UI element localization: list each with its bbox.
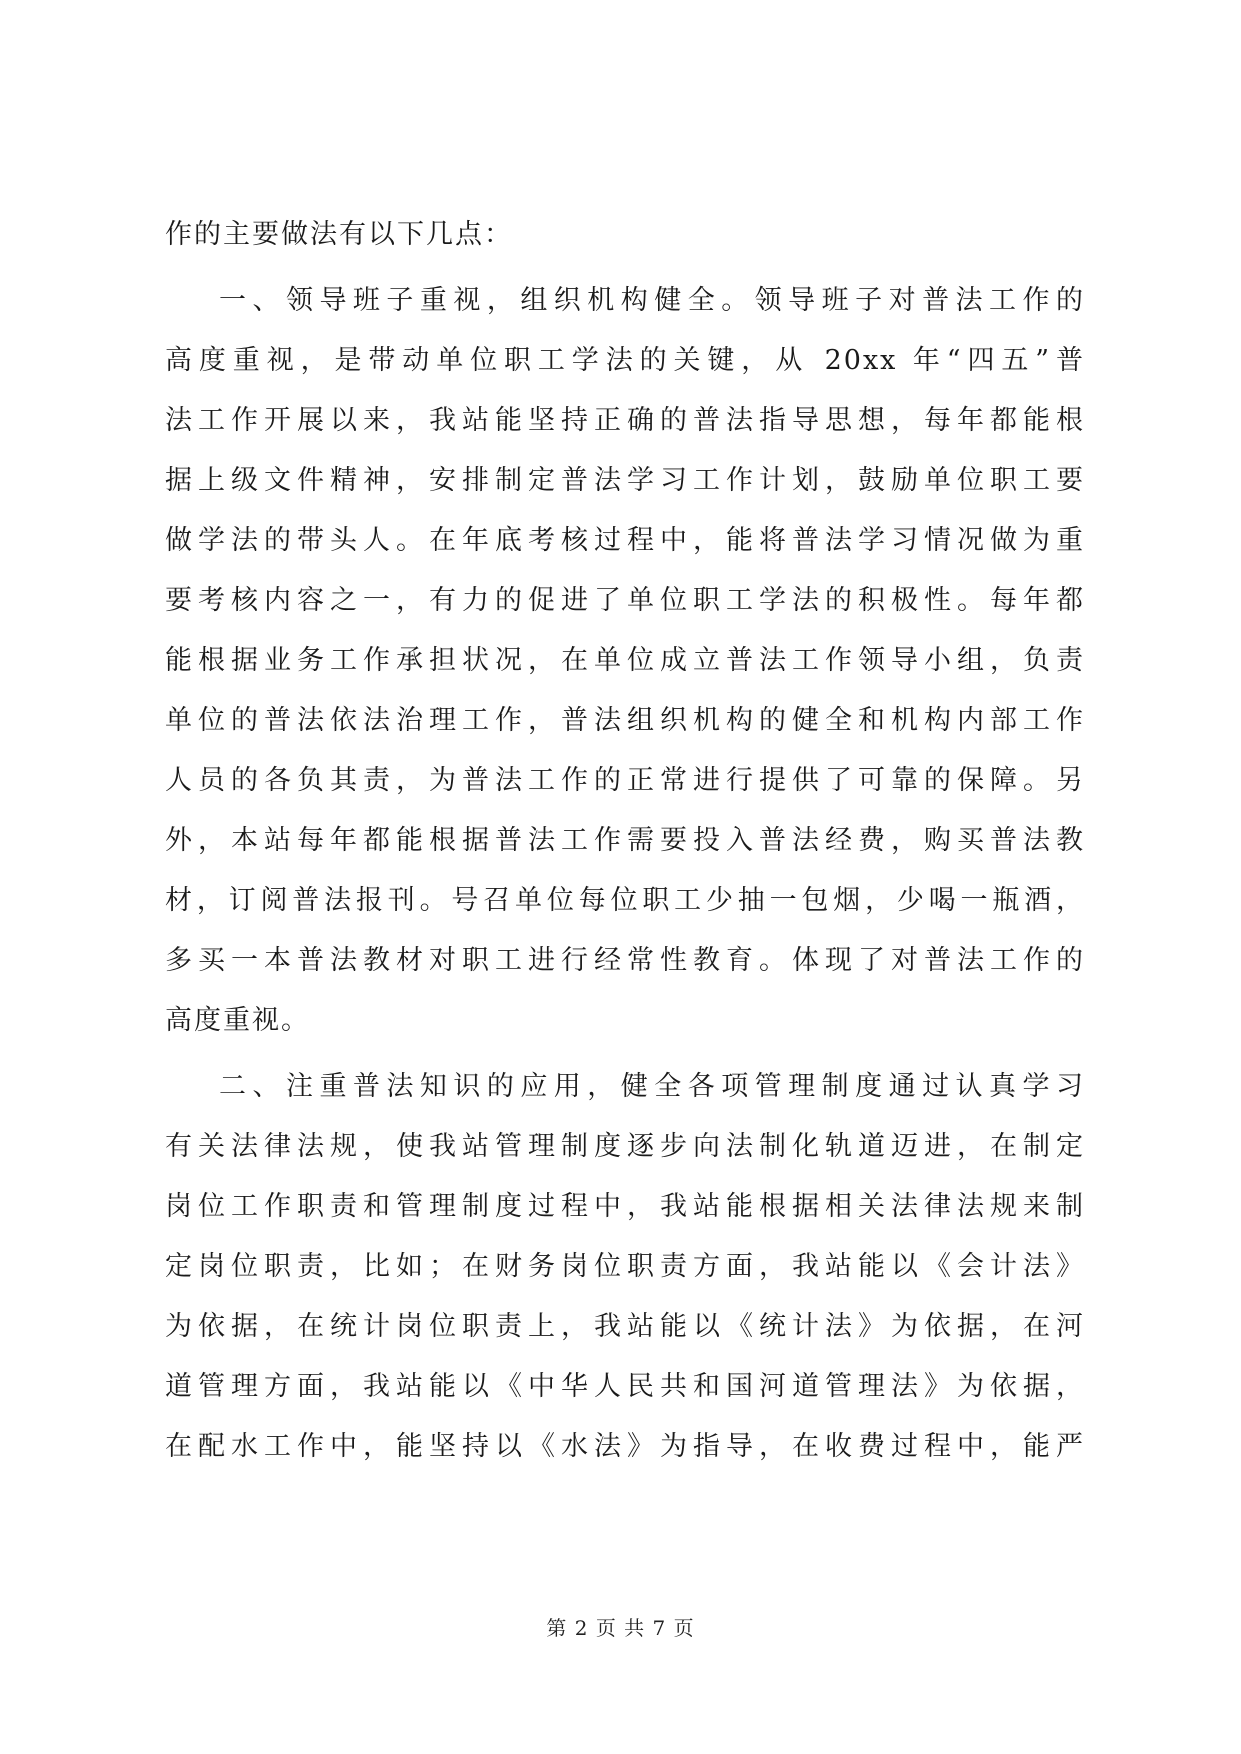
text-line: 要考核内容之一，有力的促进了单位职工学法的积极性。每年都 [165,585,1085,616]
body-text [165,205,1085,1477]
paragraph-1-first-line: 一、领导班子重视，组织机构健全。领导班子对普法工作的 [219,285,1085,316]
text-line: 高度重视，是带动单位职工学法的关键，从 20xx 年“四五”普 [165,345,1085,376]
text-line: 能根据业务工作承担状况，在单位成立普法工作领导小组，负责 [165,645,1085,676]
text-line: 定岗位职责，比如；在财务岗位职责方面，我站能以《会计法》 [165,1251,1085,1282]
text-line: 作的主要做法有以下几点： [165,219,513,250]
text-line: 据上级文件精神，安排制定普法学习工作计划，鼓励单位职工要 [165,465,1085,496]
text-line: 岗位工作职责和管理制度过程中，我站能根据相关法律法规来制 [165,1191,1085,1222]
text-line: 道管理方面，我站能以《中华人民共和国河道管理法》为依据， [165,1371,1085,1402]
text-line: 材，订阅普法报刊。号召单位每位职工少抽一包烟，少喝一瓶酒， [165,885,1085,916]
text-line: 做学法的带头人。在年底考核过程中，能将普法学习情况做为重 [165,525,1085,556]
text-line: 单位的普法依法治理工作，普法组织机构的健全和机构内部工作 [165,705,1085,736]
page-footer: 第 2 页 共 7 页 [546,1616,695,1640]
text-line: 多买一本普法教材对职工进行经常性教育。体现了对普法工作的 [165,945,1085,976]
text-line: 人员的各负其责，为普法工作的正常进行提供了可靠的保障。另 [165,765,1085,796]
text-line: 高度重视。 [165,1005,310,1036]
text-line: 外，本站每年都能根据普法工作需要投入普法经费，购买普法教 [165,825,1085,856]
paragraph-2-first-line: 二、注重普法知识的应用，健全各项管理制度通过认真学习 [219,1071,1085,1102]
text-line: 在配水工作中，能坚持以《水法》为指导，在收费过程中，能严 [165,1431,1085,1462]
text-line: 为依据，在统计岗位职责上，我站能以《统计法》为依据，在河 [165,1311,1085,1342]
text-line: 法工作开展以来，我站能坚持正确的普法指导思想，每年都能根 [165,405,1085,436]
text-line: 有关法律法规，使我站管理制度逐步向法制化轨道迈进，在制定 [165,1131,1085,1162]
